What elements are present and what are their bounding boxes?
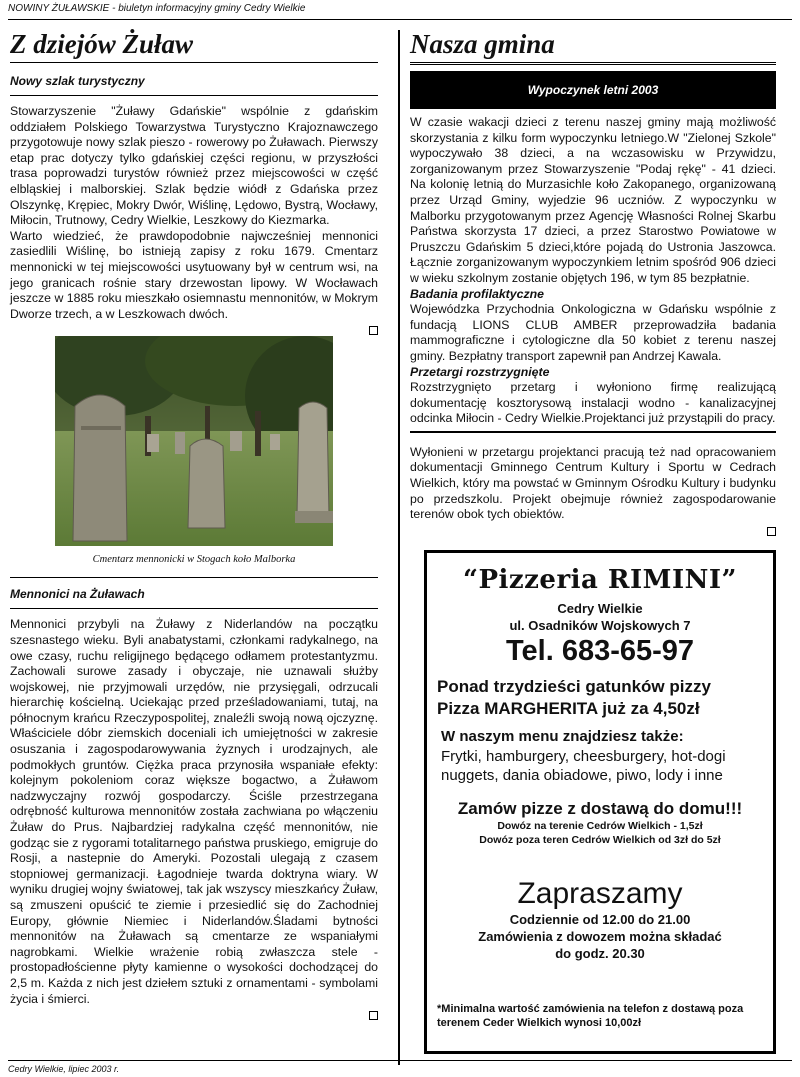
cemetery-photo: [55, 336, 333, 546]
ad-city: Cedry Wielkie: [557, 601, 643, 616]
ad-street: ul. Osadników Wojskowych 7: [509, 618, 691, 633]
right-column: [410, 28, 776, 536]
paragraph: W czasie wakacji dzieci z terenu naszej gminy mają możliwość skorzystania z kilku form wypoczynku letniego.W "Zielonej Szkole" wypoczywało 38 dzieci, a na wczasowisku w Przywidzu, zorganizowanym przez Stowarzyszenie "Podaj rękę" - 41 dzieci. Na kolonię letnią do Murzasichle koło Zakopanego, organizowaną przez Urząd Gminy, wyjedzie 96 uczniów. Z wypoczynku w Malborku przygotowanym przez Agencję Własności Rolnej Skarbu Państwa skorzysta 17 dzieci, a przez Starostwo Powiatowe w Pruszczu Gdańskim 5 dzieci,które pojadą do Ustronia Jaszowca. Łącznie zorganizowanym wypoczynkiem letnim spośród 906 dzieci w wieku szkolnym zostanie objętych 196, w tym 85 bezpłatnie.: [410, 115, 776, 285]
photo-caption: Cmentarz mennonicki w Stogach koło Malborka: [92, 554, 296, 566]
footer-text: Cedry Wielkie, lipiec 2003 r.: [8, 1064, 120, 1074]
end-mark-icon: [369, 1011, 378, 1020]
article-body: [10, 104, 378, 322]
section-title-left: Z dziejów Żuław: [10, 29, 194, 59]
paragraph: Rozstrzygnięto przetarg i wyłoniono firmę realizującą dokumentację kosztorysową instalacji wodno - kanalizacyjnej odcinka Miłocin - Cedry Wielkie.Projektanci już przystąpili do pracy.: [410, 380, 776, 426]
end-mark-icon: [369, 326, 378, 335]
article-heading: Nowy szlak turystyczny: [10, 74, 145, 88]
paragraph: Wojewódzka Przychodnia Onkologiczna w Gdańsku wspólnie z fundacją LIONS CLUB AMBER przeprowadziła badania mammograficzne i cytologiczne dla 50 kobiet z terenu naszej gminy. Bezpłatny transport zapewnił pan Andrzej Kawala.: [410, 302, 776, 363]
section-rule: [410, 431, 776, 433]
article-body: [410, 115, 776, 427]
paragraph: Warto wiedzieć, że prawdopodobnie najwcześniej mennonici zasiedlili Wiślinę, bo istnieją zapisy z roku 1679. Cmentarz mennonicki w tej miejscowości usytuowany był w centrum wsi, na jego granicach rośnie stary drzewostan lipowy. W Wocławach jeszcze w 1885 roku mieszkało osiemnastu mennonitów, w Mokrym Dworze trzech, a w Leszkowach dwóch.: [10, 228, 378, 321]
section-banner: Wypoczynek letni 2003: [410, 71, 776, 109]
paragraph: Mennonici przybyli na Żuławy z Niderlandów na początku szesnastego wieku. Byli anabatystami, członkami radykalnego, na owe czasy, ruchu religijnego będącego odłamem protestantyzmu. Zachowali surowe zasady i obyczaje, nie uznawali służby wojskowej, nie przyjmowali urzędów, nie przysięgali, odrzucali hierarchię kościelną. Uciekając przed prześladowaniami, tutaj, na północnym krańcu Rzeczypospolitej, znaleźli swoją nową ojczyznę. Właściciele dóbr ziemskich doceniali ich umiejętności w zakresie osuszania i zagospodarowywania żyznych i urodzajnych, ale podmokłych gruntów. Ciężka praca przynosiła wspaniałe efekty: kolejnym pokoleniom coraz większe bogactwo, a Żuławom nadzwyczajny rozwój gospodarczy. Ściśle przestrzegana odrębność kulturowa mennonitów została zachwiana po włączeniu Żuław do Prus. Najbardziej radykalna część mennonitów, nie godząc sie z rygorami totalitarnego państwa pruskiego, emigruje do Rosji, a nastepnie do Ameryki. Pozostali ulegają z czasem stopniowej germanizacji. Łagodnieje twarda doktryna wiary. W wyniku drugiej wojny światowej, tak jak wszyscy mieszkańcy Żuław, są zmuszeni opuścić te ziemie i przesiedlić się do Zachodniej Europy, głównie Niemiec i Niderlandów.Śladami bytności mennonitów na Żuławach są cmentarze ze wspaniałymi nagrobkami. Wielkie wrażenie robią zwłaszcza stele - prostopadłościenne płyty kamienne o wysokości dochodzącej do 2,5 m. Każda z nich jest dziełem sztuki z ornamentami - symbolami życia i śmierci.: [10, 617, 378, 1006]
section-rule: [10, 577, 378, 578]
ad-menu-items: [427, 747, 773, 785]
ad-menu-line: nuggets, dania obiadowe, piwo, lody i inne: [441, 767, 723, 784]
ad-fee: Dowóz na terenie Cedrów Wielkich - 1,5zł: [497, 820, 703, 832]
ad-fee: Dowóz poza teren Cedrów Wielkich od 3zł do 5zł: [479, 834, 721, 846]
article-heading: Mennonici na Żuławach: [10, 587, 145, 602]
inline-heading: Badania profilaktyczne: [410, 286, 544, 301]
ad-menu-line: Frytki, hamburgery, cheesburgery, hot-dogi: [441, 748, 726, 765]
paragraph: Stowarzyszenie "Żuławy Gdańskie" wspólnie z gdańskim oddziałem Polskiego Towarzystwa Turystyczno Krajoznawczego przygotowuje nowy szlak pieszo - rowerowy po Żuławach. Pierwszy etap prac dotyczy tylko gdańskiej części regionu, w przyszłości trasa poprowadzi turystów również przez miejscowości w część elbląskiej i malborskiej. Szlak będzie wiódł z Gdańska przez Olszynkę, Krępiec, Mokry Dwór, Wiślinę, Lędowo, Bystrą, Wocławy, Miłocin, Trutnowy, Cedry Wielkie, Leszkowy do Kiezmarka.: [10, 104, 378, 228]
ad-delivery: Zamów pizze z dostawą do domu!!!: [457, 799, 743, 818]
article-body: [10, 617, 378, 1007]
ad-orders: Zamówienia z dowozem można składać: [478, 929, 722, 944]
column-divider: [398, 30, 400, 1065]
left-column: [10, 28, 378, 1020]
page-header: [8, 2, 792, 20]
inline-heading: Przetargi rozstrzygnięte: [410, 364, 550, 379]
ad-pizza-offer: [427, 676, 773, 720]
end-mark-icon: [767, 527, 776, 536]
heading-rule: [10, 95, 378, 96]
ad-welcome: Zapraszamy: [517, 877, 683, 910]
ad-hours: Codziennie od 12.00 do 21.00: [509, 912, 691, 927]
ad-pizza-line: Ponad trzydzieści gatunków pizzy: [437, 677, 711, 696]
ad-pizza-line: Pizza MARGHERITA już za 4,50zł: [437, 699, 700, 718]
ad-phone: Tel. 683-65-97: [505, 635, 695, 667]
heading-rule: [10, 608, 378, 609]
ad-orders: do godz. 20.30: [555, 946, 645, 961]
ad-note: *Minimalna wartość zamówienia na telefon z dostawą poza terenem Ceder Wielkich wynosi 10,00zł: [437, 1003, 744, 1029]
page-footer: [8, 1060, 792, 1074]
ad-title: “Pizzeria RIMINI”: [462, 565, 738, 595]
section-title-right: Nasza gmina: [410, 29, 555, 59]
title-rule: [410, 62, 776, 65]
header-text: NOWINY ŻUŁAWSKIE - biuletyn informacyjny gminy Cedry Wielkie: [8, 3, 306, 14]
paragraph: Wyłonieni w przetargu projektanci pracują też nad opracowaniem dokumentacji Gminnego Centrum Kultury i Sportu w Cedrach Wielkich, który ma powstać w Gminnym Ośrodku Kultury i budynku po przedszkolu. Projekt obejmuje również zagospodarowanie terenów obok tych obiektów.: [410, 444, 776, 522]
photo-figure: [55, 336, 333, 565]
title-rule: [10, 62, 378, 63]
ad-menu-heading: W naszym menu znajdziesz także:: [441, 728, 684, 745]
pizzeria-advertisement: [424, 550, 776, 1054]
article-body: [410, 445, 776, 523]
